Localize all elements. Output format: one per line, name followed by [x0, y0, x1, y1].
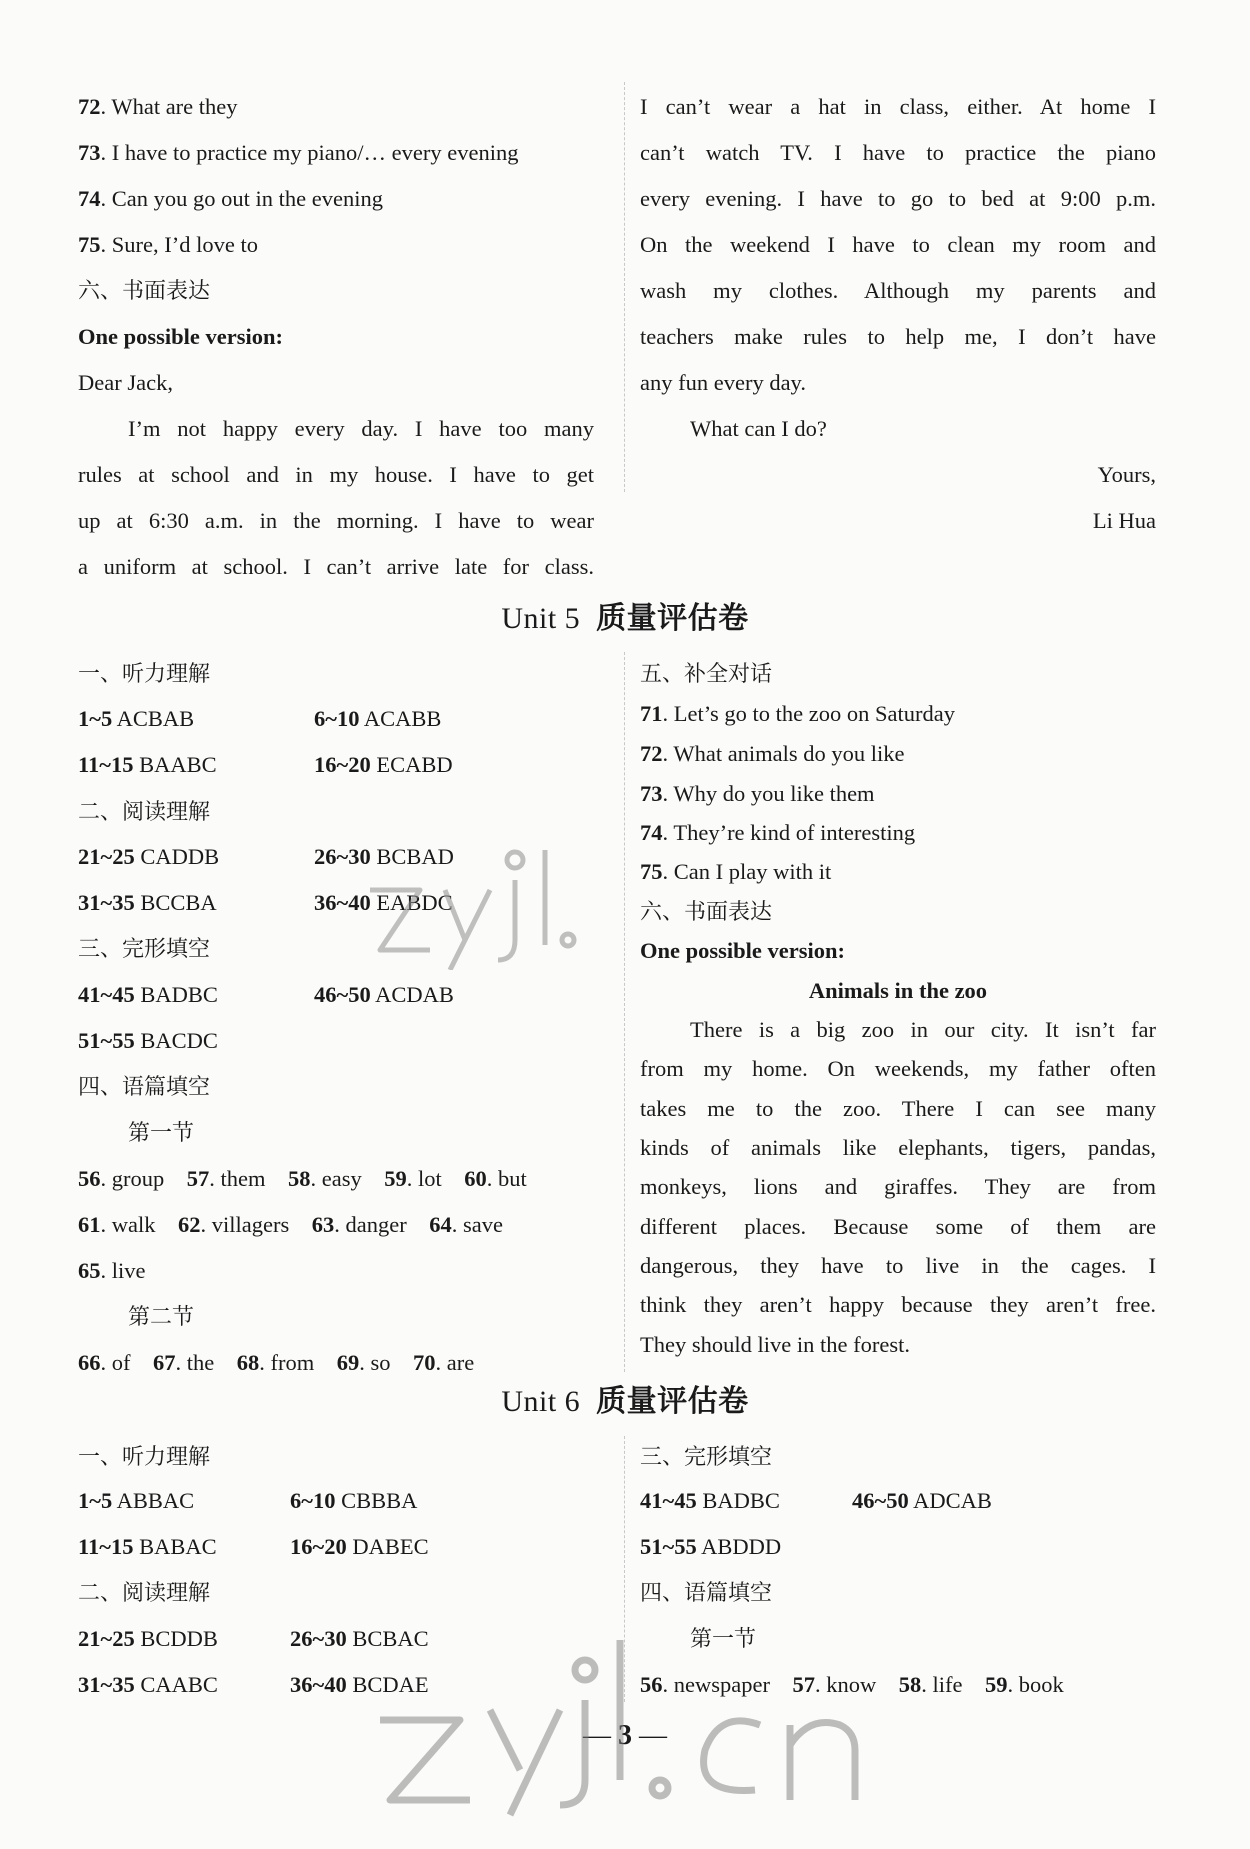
answer-row: 1~5 ACBAB: [78, 706, 195, 731]
possible-version-label: One possible version:: [78, 324, 284, 349]
letter-line: every evening. I have to go to bed at 9:00 p.m.: [640, 186, 1156, 211]
letter-line: teachers make rules to help me, I don’t have: [640, 324, 1156, 349]
essay-line: kinds of animals like elephants, tigers, pandas,: [640, 1135, 1156, 1160]
letter-question: What can I do?: [690, 416, 827, 441]
essay-line: There is a big zoo in our city. It isn’t far: [690, 1017, 1156, 1042]
answer-73: 73. I have to practice my piano/… every evening: [78, 140, 519, 165]
essay-line: different places. Because some of them are: [640, 1214, 1156, 1239]
fill-row: 66. of 67. the 68. from 69. so 70. are: [78, 1350, 475, 1375]
column-divider-unit5: [624, 652, 625, 1372]
letter-line: a uniform at school. I can’t arrive late for class.: [78, 554, 594, 579]
part-heading: 第一节: [690, 1626, 757, 1651]
answer-row: 16~20 DABEC: [290, 1534, 429, 1559]
unit5-title: Unit 5 质量评估卷: [501, 602, 749, 635]
section-heading-cloze: 三、完形填空: [640, 1444, 773, 1469]
letter-greeting: Dear Jack,: [78, 370, 173, 395]
letter-line: any fun every day.: [640, 370, 806, 395]
essay-title: Animals in the zoo: [808, 978, 988, 1003]
section-heading-passage-fill: 四、语篇填空: [78, 1074, 211, 1099]
answer-row: 41~45 BADBC: [78, 982, 218, 1007]
answer-row: 16~20 ECABD: [314, 752, 453, 777]
answer-74: 74. They’re kind of interesting: [640, 820, 916, 845]
part-heading: 第一节: [128, 1120, 195, 1145]
letter-signature: Li Hua: [1092, 508, 1156, 533]
answer-row: 36~40 BCDAE: [290, 1672, 429, 1697]
answer-73: 73. Why do you like them: [640, 781, 875, 806]
section-heading-dialogue: 五、补全对话: [640, 661, 773, 686]
answer-row: 1~5 ABBAC: [78, 1488, 195, 1513]
answer-72: 72. What are they: [78, 94, 238, 119]
answer-71: 71. Let’s go to the zoo on Saturday: [640, 701, 955, 726]
letter-line: I can’t wear a hat in class, either. At home I: [640, 94, 1156, 119]
answer-row: 21~25 CADDB: [78, 844, 220, 869]
column-divider-unit6: [624, 1436, 625, 1702]
letter-line: On the weekend I have to clean my room and: [640, 232, 1156, 257]
page-number: — 3 —: [583, 1720, 667, 1751]
answer-row: 31~35 BCCBA: [78, 890, 217, 915]
answer-row: 36~40 EABDC: [314, 890, 453, 915]
section-heading-cloze: 三、完形填空: [78, 936, 211, 961]
fill-row: 56. newspaper 57. know 58. life 59. book: [640, 1672, 1064, 1697]
unit6-title: Unit 6 质量评估卷: [501, 1385, 749, 1418]
answer-row: 6~10 ACABB: [314, 706, 442, 731]
answer-row: 26~30 BCBAD: [314, 844, 454, 869]
essay-line: from my home. On weekends, my father often: [640, 1056, 1156, 1081]
part-heading: 第二节: [128, 1304, 195, 1329]
column-divider-top: [624, 82, 625, 492]
answer-row: 21~25 BCDDB: [78, 1626, 218, 1651]
letter-line: can’t watch TV. I have to practice the piano: [640, 140, 1156, 165]
answer-row: 11~15 BAABC: [78, 752, 217, 777]
essay-line: They should live in the forest.: [640, 1332, 910, 1357]
answer-74: 74. Can you go out in the evening: [78, 186, 383, 211]
watermark-logo: [360, 1600, 920, 1820]
section-heading-reading: 二、阅读理解: [78, 799, 211, 824]
essay-line: think they aren’t happy because they aren’t free.: [640, 1292, 1156, 1317]
fill-row: 61. walk 62. villagers 63. danger 64. save: [78, 1212, 503, 1237]
section-heading-reading: 二、阅读理解: [78, 1580, 211, 1605]
letter-closing: Yours,: [1097, 462, 1156, 487]
answer-row: 26~30 BCBAC: [290, 1626, 429, 1651]
essay-line: monkeys, lions and giraffes. They are from: [640, 1174, 1156, 1199]
fill-row: 65. live: [78, 1258, 146, 1283]
fill-row: 56. group 57. them 58. easy 59. lot 60. but: [78, 1166, 527, 1191]
essay-line: takes me to the zoo. There I can see many: [640, 1096, 1156, 1121]
section-heading-listening: 一、听力理解: [78, 1444, 211, 1469]
answer-72: 72. What animals do you like: [640, 741, 905, 766]
answer-row: 11~15 BABAC: [78, 1534, 217, 1559]
answer-row: 41~45 BADBC: [640, 1488, 780, 1513]
section-heading-listening: 一、听力理解: [78, 661, 211, 686]
answer-row: 51~55 ABDDD: [640, 1534, 782, 1559]
section-heading-writing: 六、书面表达: [640, 899, 773, 924]
essay-line: dangerous, they have to live in the cages. I: [640, 1253, 1156, 1278]
letter-line: wash my clothes. Although my parents and: [640, 278, 1156, 303]
letter-line: I’m not happy every day. I have too many: [128, 416, 594, 441]
answer-row: 6~10 CBBBA: [290, 1488, 418, 1513]
section-heading-passage-fill: 四、语篇填空: [640, 1580, 773, 1605]
letter-line: rules at school and in my house. I have to get: [78, 462, 594, 487]
answer-row: 46~50 ADCAB: [852, 1488, 992, 1513]
answer-row: 51~55 BACDC: [78, 1028, 218, 1053]
answer-75: 75. Sure, I’d love to: [78, 232, 258, 257]
answer-75: 75. Can I play with it: [640, 859, 832, 884]
answer-row: 31~35 CAABC: [78, 1672, 218, 1697]
letter-line: up at 6:30 a.m. in the morning. I have to wear: [78, 508, 594, 533]
possible-version-label: One possible version:: [640, 938, 846, 963]
section-heading-writing: 六、书面表达: [78, 278, 211, 303]
answer-row: 46~50 ACDAB: [314, 982, 454, 1007]
